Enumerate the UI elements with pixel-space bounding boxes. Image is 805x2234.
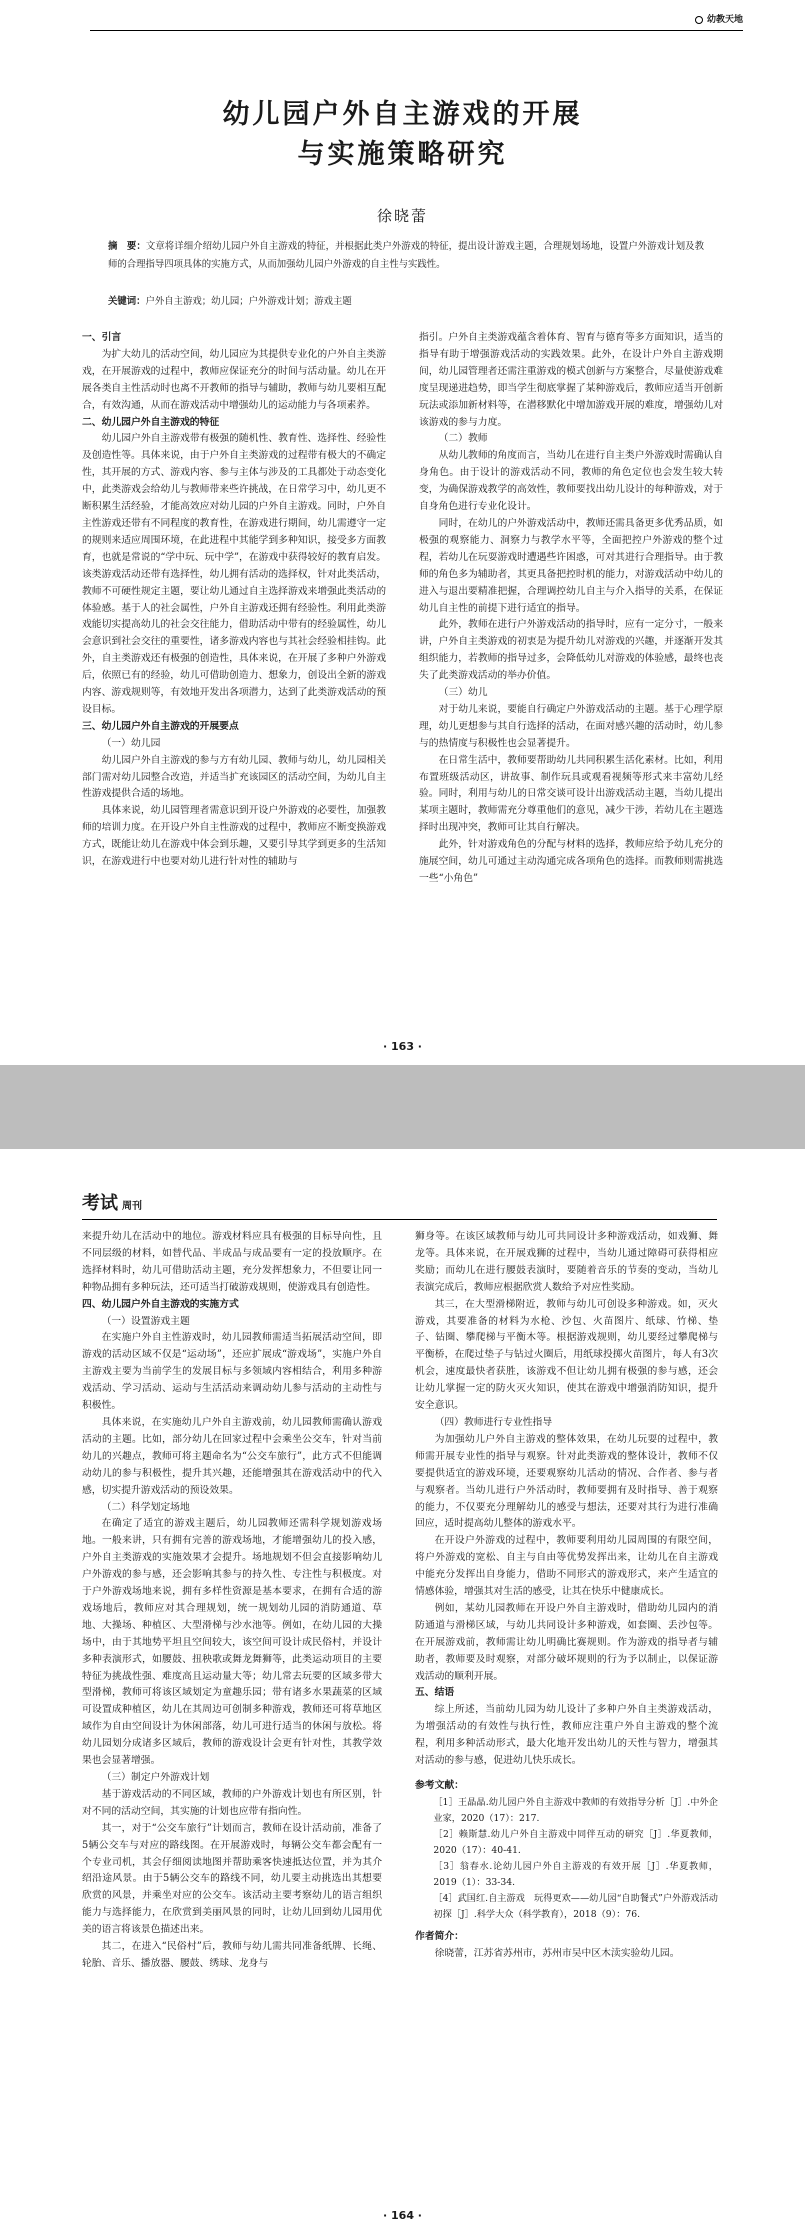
body-paragraph: 在日常生活中，教师要帮助幼儿共同积累生活化素材。比如，利用布置班级活动区，讲故事、制作玩具或观看视频等形式来丰富幼儿经验。同时，利用与幼儿的日常交谈可设计出游戏活动主题，当幼儿提出某项主题时，教师需充分尊重他们的意见，减少干涉，若幼儿在主题选择时出现冲突，教师可让其自行解决。 xyxy=(419,754,723,834)
body-paragraph: 为扩大幼儿的活动空间，幼儿园应为其提供专业化的户外自主类游戏，在开展游戏的过程中，教师应保证充分的时间与活动量。幼儿在开展各类自主性活动时也离不开教师的指导与辅助，教师与幼儿要相互配合，有效沟通，从而在游戏活动中增强幼儿的运动能力与各项素养。 xyxy=(82,348,386,411)
body-paragraph: 此外，教师在进行户外游戏活动的指导时，应有一定分寸，一般来讲，户外自主类游戏的初衷是为提升幼儿对游戏的兴趣，并逐渐开发其组织能力，若教师的指导过多，会降低幼儿对游戏的体验感，最终也丧失了此类游戏活动的举办价值。 xyxy=(419,619,723,682)
abstract-text: 文章将详细介绍幼儿园户外自主游戏的特征，并根据此类户外游戏的特征，提出设计游戏主题，合理规划场地，设置户外游戏计划及教师的合理指导四项具体的实施方式，从而加强幼儿园户外游戏的自主性与实践性。 xyxy=(108,241,704,270)
body-paragraph: 同时，在幼儿的户外游戏活动中，教师还需具备更多优秀品质，如极强的观察能力、洞察力与教学水平等，全面把控户外游戏的整个过程，若幼儿在玩耍游戏时遭遇些许困惑，可对其进行合理指导。由于教师的角色多为辅助者，其更具备把控时机的能力，对游戏活动中幼儿的进入与退出要精准把握，合理调控幼儿自主与介入指导的关系，在保证幼儿自主性的前提下进行适宜的指导。 xyxy=(419,517,723,614)
subsection-heading: （二）教师 xyxy=(438,433,488,445)
subsection-heading: （三）制定户外游戏计划 xyxy=(101,1772,210,1783)
page-number: · 163 · xyxy=(383,1040,422,1053)
page2-left-column xyxy=(82,1229,382,2214)
abstract xyxy=(108,238,704,274)
abstract-label: 摘 要： xyxy=(108,241,146,252)
body-paragraph: 从幼儿教师的角度而言，当幼儿在进行自主类户外游戏时需确认自身角色。由于设计的游戏活动不同，教师的角色定位也会发生较大转变，为确保游戏教学的高效性，教师要找出幼儿设计的每种游戏，对于自身角色进行专业化设计。 xyxy=(419,450,723,513)
section-heading: 三、幼儿园户外自主游戏的开展要点 xyxy=(82,720,239,732)
body-paragraph: 徐晓蕾，江苏省苏州市，苏州市吴中区木渎实验幼儿园。 xyxy=(434,1947,680,1959)
keywords-text: 户外自主游戏；幼儿园；户外游戏计划；游戏主题 xyxy=(145,296,352,307)
journal-frequency: 周刊 xyxy=(122,1201,142,1212)
section-heading: 五、结语 xyxy=(415,1687,455,1699)
body-paragraph: 具体来说，在实施幼儿户外自主游戏前，幼儿园教师需确认游戏活动的主题。比如，部分幼儿在回家过程中会乘坐公交车，针对当前幼儿的兴趣点，教师可将主题命名为“公交车旅行”，此方式不但能调动幼儿的参与积极性，提升其兴趣，还能增强其在游戏活动中的代入感，切实提升游戏活动的预设效果。 xyxy=(82,1416,382,1496)
circle-bullet-icon xyxy=(695,16,703,24)
subsection-heading: （一）幼儿园 xyxy=(101,737,161,749)
keywords-label: 关键词： xyxy=(108,296,146,307)
body-paragraph: 在开设户外游戏的过程中，教师要利用幼儿园周围的有限空间，将户外游戏的宽松、自主与自由等优势发挥出来，让幼儿在自主游戏中能充分发挥出自身能力，借助不同形式的游戏形式，来产生适宜的情感体验，增强其对生活的感受，让其在快乐中健康成长。 xyxy=(415,1535,718,1598)
body-paragraph: 此外，针对游戏角色的分配与材料的选择，教师应给予幼儿充分的施展空间，幼儿可通过主动沟通完成各项角色的选择。而教师则需挑选一些“小角色” xyxy=(419,839,723,884)
journal-section-label: 幼教天地 xyxy=(706,15,743,25)
section-heading: 二、幼儿园户外自主游戏的特征 xyxy=(82,416,220,428)
journal-name: 考试 xyxy=(82,1193,118,1214)
page1-left-column xyxy=(82,330,386,1040)
page-gap xyxy=(0,1065,805,1149)
body-paragraph: 在实施户外自主性游戏时，幼儿园教师需适当拓展活动空间，即游戏的活动区域不仅是“运动场”，还应扩展成“游戏场”，实施户外自主游戏主要为当前学生的发展目标与多领域内容相结合，利用多种游戏活动、学习活动、运动与生活活动来调动幼儿参与活动的主动性与积极性。 xyxy=(82,1332,382,1412)
body-paragraph-continued: 狮身等。在该区域教师与幼儿可共同设计多种游戏活动，如戏狮、舞龙等。具体来说，在开展戏狮的过程中，当幼儿通过障碍可获得相应奖励；而幼儿在进行腰鼓表演时，要随着音乐的节奏的变动，当幼儿表演完成后，教师应根据欣赏人数给予对应性奖励。 xyxy=(415,1231,718,1293)
keywords xyxy=(108,293,704,311)
section-heading: 四、幼儿园户外自主游戏的实施方式 xyxy=(82,1298,239,1310)
reference-entry: ［3］翁春水.论幼儿园户外自主游戏的有效开展［J］.华夏教师，2019（1）：33-34. xyxy=(433,1860,718,1888)
body-paragraph: 基于游戏活动的不同区域，教师的户外游戏计划也有所区别，针对不同的活动空间，其实施的计划也应带有指向性。 xyxy=(82,1788,382,1817)
body-paragraph: 对于幼儿来说，要能自行确定户外游戏活动的主题。基于心理学原理，幼儿更想参与其自行选择的活动，在面对感兴趣的活动时，幼儿参与的热情度与积极性也会显著提升。 xyxy=(419,703,723,749)
body-paragraph: 其一，对于“公交车旅行”计划而言，教师在设计活动前，准备了5辆公交车与对应的路线图。在开展游戏时，每辆公交车都会配有一个专业司机，其会仔细阅读地图并帮助乘客快速抵达位置，并为其介绍沿途风景。由于5辆公交车的路线不同，幼儿要主动挑选出其想要欣赏的风景，并乘坐对应的公交车。该活动主要考察幼儿的语言组织能力与选择能力，在欣赏到美丽风景的同时，让幼儿回到幼儿园用优美的语言将该景色描述出来。 xyxy=(82,1822,382,1936)
body-paragraph: 综上所述，当前幼儿园为幼儿设计了多种户外自主类游戏活动，为增强活动的有效性与执行性，教师应注重户外自主游戏的整个流程，利用多种活动形式，最大化地开发出幼儿的天性与智力，增强其对活动的参与感，促进幼儿快乐成长。 xyxy=(415,1704,718,1767)
header-rule xyxy=(90,30,743,31)
author-name: 徐晓蕾 xyxy=(376,207,428,225)
page2-right-column xyxy=(415,1229,718,2214)
reference-entry: ［1］王晶晶.幼儿园户外自主游戏中教师的有效指导分析［J］.中外企业家，2020（17）：217. xyxy=(433,1796,718,1824)
header-rule xyxy=(82,1219,717,1220)
section-heading: 一、引言 xyxy=(82,332,122,343)
references-heading: 参考文献： xyxy=(415,1780,464,1791)
body-paragraph: 例如，某幼儿园教师在开设户外自主游戏时，借助幼儿园内的消防通道与滑梯区域，与幼儿共同设计多种游戏，如套圈、丢沙包等。在开展游戏前，教师需让幼儿明确比赛规则。作为游戏的指导者与辅助者，教师要及时观察，对部分破坏规则的行为予以制止，以保证游戏活动的顺利开展。 xyxy=(415,1602,718,1682)
body-paragraph: 为加强幼儿户外自主游戏的整体效果，在幼儿玩耍的过程中，教师需开展专业性的指导与观察。针对此类游戏的整体设计，教师不仅要提供适宜的游戏环境，还要观察幼儿活动的情况、合作者、参与者与观察者。当幼儿进行户外活动时，教师要拥有及时指导、善于观察的能力，不仅要充分理解幼儿的感受与想法，还要对其行为进行准确回应，适时提高幼儿整体的游戏水平。 xyxy=(415,1433,718,1530)
journal-section-tag xyxy=(695,12,743,25)
subsection-heading: （二）科学划定场地 xyxy=(101,1501,190,1513)
subsection-heading: （一）设置游戏主题 xyxy=(101,1315,190,1327)
article-title-line-2: 与实施策略研究 xyxy=(297,139,508,170)
body-paragraph: 其二，在进入“民俗村”后，教师与幼儿需共同准备纸牌、长绳、轮胎、音乐、播放器、腰鼓、绣球、龙身与 xyxy=(82,1941,382,1969)
page-163 xyxy=(0,0,805,1065)
author-info-heading: 作者简介： xyxy=(415,1930,464,1942)
page1-right-column xyxy=(419,330,723,1040)
body-paragraph: 幼儿园户外自主游戏的参与方有幼儿园、教师与幼儿，幼儿园相关部门需对幼儿园整合改造，并适当扩充该园区的活动空间，为幼儿自主性游戏提供合适的场地。 xyxy=(82,754,386,800)
body-paragraph: 幼儿园户外自主游戏带有极强的随机性、教育性、选择性、经验性及创造性等。具体来说，由于户外自主类游戏的过程带有极大的不确定性，其开展的方式、游戏内容、参与主体与涉及的工具都处于动态变化中，此类游戏会给幼儿与教师带来些许挑战，在日常学习中，幼儿更不断积累生活经验，才能高效应对幼儿园的户外自主游戏。同时，户外自主性游戏还带有不同程度的教育性，在游戏进行期间，幼儿需遵守一定的规则来适应周围环境，在此进程中其能学到多种知识，接受多方面教育，也就是常说的“学中玩、玩中学”，在游戏中获得较好的教育启发。该类游戏活动还带有选择性，幼儿拥有活动的选择权，针对此类活动，教师不可硬性规定主题，要让幼儿通过自主选择游戏来增强此类活动的体验感。基于人的社会属性，户外自主游戏还拥有经验性。利用此类游戏能切实提高幼儿的社会交往能力，借助活动中带有的经验属性，幼儿会意识到社会交往的重要性，诸多游戏内容也与其社会经验相挂钩。此外，自主类游戏还有极强的创造性，具体来说，在开展了多种户外游戏后，依照已有的经验，幼儿可借助创造力、想象力，创设出全新的游戏内容、游戏规则等，有效地开发出各项潜力，达到了此类游戏活动的预设目标。 xyxy=(82,433,386,715)
reference-entry: ［4］武国红.自主游戏 玩得更欢——幼儿园“自助餐式”户外游戏活动初探［J］.科学大众（科学教育），2018（9）：76. xyxy=(433,1892,718,1920)
subsection-heading: （四）教师进行专业性指导 xyxy=(434,1416,553,1428)
body-paragraph-continued: 来提升幼儿在活动中的地位。游戏材料应具有极强的目标导向性，且不同层级的材料，如替代品、半成品与成品要有一定的投放顺序。在选择材料时，幼儿可借助活动主题，充分发挥想象力，不但要让同一种物品拥有多种玩法，还可适当打破游戏规则，使游戏具有创造性。 xyxy=(82,1231,382,1293)
reference-entry: ［2］赖斯慧.幼儿户外自主游戏中同伴互动的研究［J］.华夏教师，2020（17）：40-41. xyxy=(433,1828,718,1856)
subsection-heading: （三）幼儿 xyxy=(438,687,488,699)
body-paragraph: 在确定了适宜的游戏主题后，幼儿园教师还需科学规划游戏场地。一般来讲，只有拥有完善的游戏场地，才能增强幼儿的投入感，户外自主类游戏的实施效果才会提升。场地规划不但会直接影响幼儿户外游戏的参与感，还会影响其参与的持久性、专注性与积极度。对于户外游戏场地来说，拥有多样性资源是基本要求，在拥有合适的游戏场地后，教师应对其合理规划，统一规划幼儿园的消防通道、草地、大操场、种植区、大型滑梯与沙水池等。例如，在幼儿园的大操场中，由于其地势平坦且空间较大，该空间可设计成民俗村，并设计多种表演形式，如腰鼓、扭秧歌或舞龙舞狮等，此类运动项目的主要特征为挑战性强、难度高且运动量大等；幼儿常去玩要的区域多带大型滑梯，教师可将该区域划定为童趣乐园；带有诸多水果蔬菜的区域可设置成种植区，幼儿在其周边可创制多种游戏，教师还可将草地区域作为自由空间设计为休闲部落，幼儿可进行适当的休闲与放松。将幼儿园划分成诸多区域后，教师的游戏设计会更有针对性，其教学效果也会显著增强。 xyxy=(82,1518,382,1767)
body-paragraph: 其三，在大型滑梯附近，教师与幼儿可创设多种游戏。如，灭火游戏，其要准备的材料为水枪、沙包、火苗图片、纸球、竹梯、垫子、钻圈、攀爬梯与平衡木等。根据游戏规则，幼儿要经过攀爬梯与平衡桥，在爬过垫子与钻过火圈后，用纸球投掷火苗图片，每人有3次机会，速度最快者获胜，该游戏不但让幼儿拥有极强的参与感，还会让幼儿掌握一定的防火灭火知识，使其在游戏中增强消防知识，提升安全意识。 xyxy=(415,1298,718,1412)
body-paragraph-continued: 指引。户外自主类游戏蕴含着体育、智育与德育等多方面知识，适当的指导有助于增强游戏活动的实践效果。此外，在设计户外自主游戏期间，幼儿园管理者还需注重游戏的模式创新与方案整合，尽量使游戏难度呈现递进趋势，即当学生彻底掌握了某种游戏后，教师应适当开创新玩法或添加新材料等，在潜移默化中增加游戏开展的难度，增强幼儿对该游戏的参与力度。 xyxy=(419,332,723,428)
article-title-line-1: 幼儿园户外自主游戏的开展 xyxy=(222,99,583,130)
body-paragraph: 具体来说，幼儿园管理者需意识到开设户外游戏的必要性，加强教师的培训力度。在开设户外自主性游戏的过程中，教师应不断变换游戏方式，既能让幼儿在游戏中体会到乐趣，又要引导其学到更多的生活知识，在游戏进行中也要对幼儿进行针对性的辅助与 xyxy=(82,805,386,868)
page-164 xyxy=(0,1149,805,2234)
journal-header xyxy=(82,1189,142,1215)
page-number: · 164 · xyxy=(383,2209,422,2222)
